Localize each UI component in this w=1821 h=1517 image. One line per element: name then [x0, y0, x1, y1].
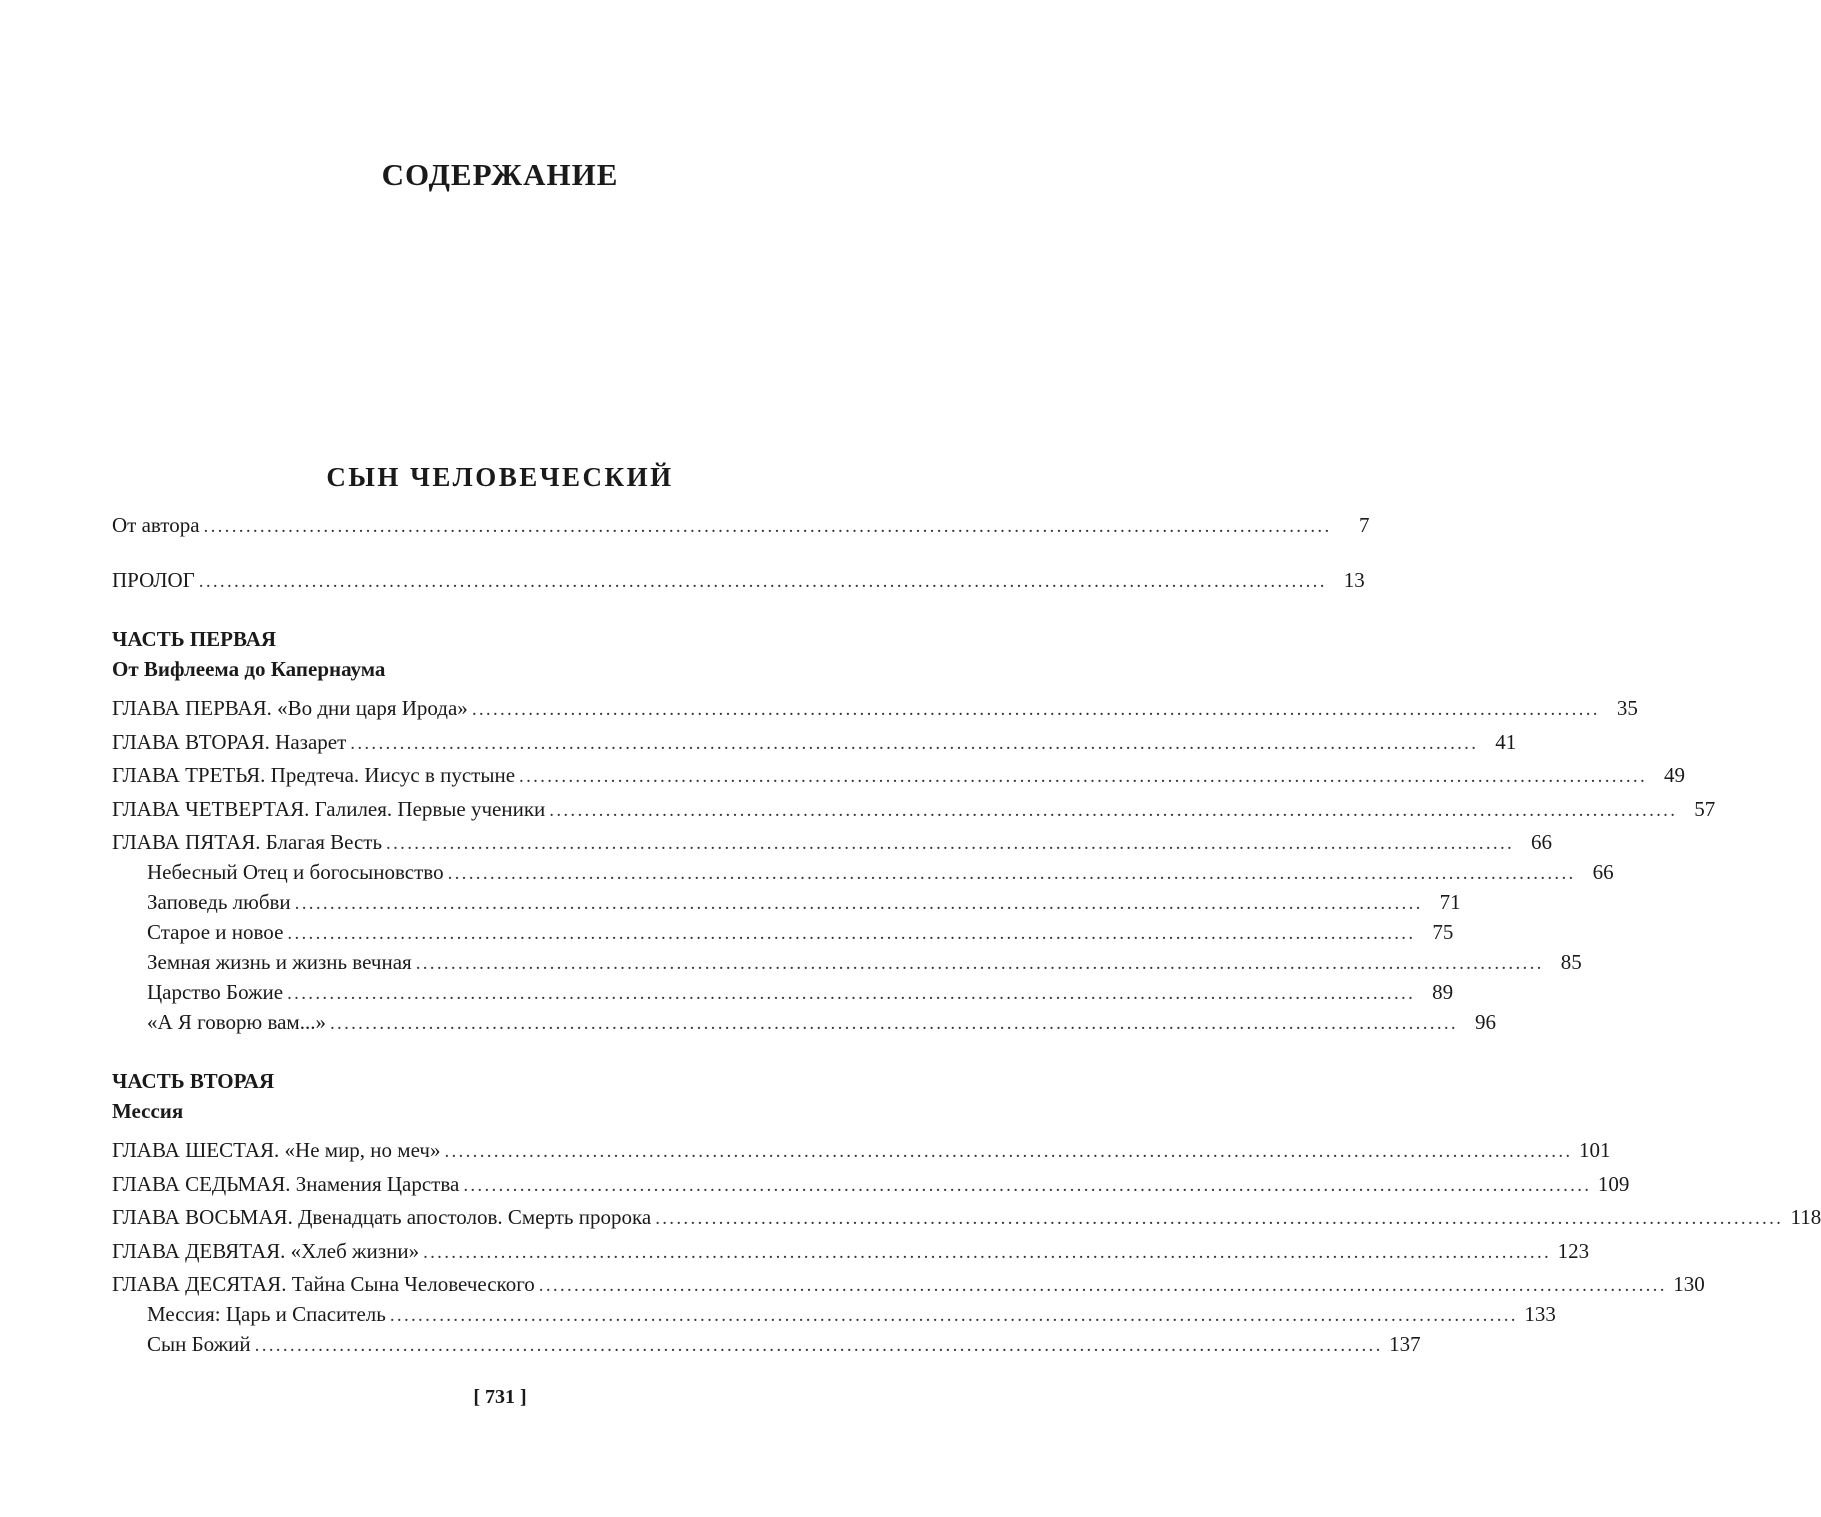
dot-leader: ................................................................................................................................................................ [287, 923, 1416, 944]
toc-entry-label: ГЛАВА ДЕСЯТАЯ. Тайна Сына Человеческого [112, 1272, 535, 1296]
dot-leader: ................................................................................................................................................................ [423, 1242, 1552, 1263]
toc-entry-page: 118 [1790, 1205, 1821, 1229]
toc-entry [112, 1202, 1821, 1234]
toc-entry-page: 57 [1694, 797, 1716, 821]
toc-entry [112, 1135, 1611, 1167]
toc-entry [112, 794, 1716, 826]
toc-entry-label: ПРОЛОГ [112, 568, 195, 592]
dot-leader: ................................................................................................................................................................ [389, 1305, 1518, 1326]
toc-entry-label: ГЛАВА ПЕРВАЯ. «Во дни царя Ирода» [112, 696, 468, 720]
dot-leader: ................................................................................................................................................................ [329, 1013, 1458, 1034]
toc-entry-page: 89 [1432, 980, 1454, 1004]
page-title: СОДЕРЖАНИЕ [381, 157, 619, 192]
toc-entry-label: ГЛАВА ДЕВЯТАЯ. «Хлеб жизни» [112, 1239, 420, 1263]
toc-entry [112, 1169, 1630, 1201]
dot-leader: ................................................................................................................................................................ [471, 699, 1600, 720]
toc-entry-label: Царство Божие [147, 980, 284, 1004]
toc-entry-label: ГЛАВА ЧЕТВЕРТАЯ. Галилея. Первые ученики [112, 797, 546, 821]
toc-entry-page: 137 [1389, 1332, 1421, 1356]
toc-entry-page: 123 [1557, 1239, 1590, 1263]
toc-subentry [147, 1007, 1496, 1039]
book-title: СЫН ЧЕЛОВЕЧЕСКИЙ [326, 462, 674, 492]
toc-entry-label: Небесный Отец и богосыновство [147, 860, 444, 884]
toc-entry-page: 7 [1359, 513, 1370, 537]
toc-entry-page: 66 [1592, 860, 1614, 884]
toc-entry-label: ГЛАВА ВОСЬМАЯ. Двенадцать апостолов. Смерть пророка [112, 1205, 652, 1229]
toc-entry-page: 96 [1474, 1010, 1496, 1034]
toc-entry-page: 71 [1439, 890, 1461, 914]
dot-leader: ................................................................................................................................................................ [655, 1208, 1784, 1229]
part-two-title: ЧАСТЬ ВТОРАЯ [112, 1069, 275, 1093]
part-one-subtitle: От Вифлеема до Капернаума [112, 657, 386, 681]
toc-entry-page: 75 [1432, 920, 1454, 944]
toc-entry-author-note [112, 510, 1370, 542]
dot-leader: ................................................................................................................................................................ [287, 983, 1416, 1004]
dot-leader: ................................................................................................................................................................ [203, 516, 1332, 537]
toc-entry-page: 13 [1343, 568, 1365, 592]
toc-subentry [147, 947, 1582, 979]
toc-entry-label: Сын Божий [147, 1332, 251, 1356]
toc-subentry [147, 917, 1454, 949]
toc-entry-page: 130 [1673, 1272, 1705, 1296]
toc-subentry [147, 1299, 1556, 1331]
toc-entry-page: 41 [1495, 730, 1517, 754]
toc-entry-label: ГЛАВА ТРЕТЬЯ. Предтеча. Иисус в пустыне [112, 763, 516, 787]
toc-entry-prologue [112, 565, 1365, 597]
toc-entry-label: «А Я говорю вам...» [147, 1010, 326, 1034]
toc-entry-page: 109 [1597, 1172, 1630, 1196]
part-one-title: ЧАСТЬ ПЕРВАЯ [112, 627, 277, 651]
dot-leader: ................................................................................................................................................................ [294, 893, 1423, 914]
toc-entry-label: Заповедь любви [147, 890, 291, 914]
toc-entry-label: ГЛАВА СЕДЬМАЯ. Знамения Царства [112, 1172, 460, 1196]
toc-entry-label: ГЛАВА ШЕСТАЯ. «Не мир, но меч» [112, 1138, 441, 1162]
toc-entry-label: Земная жизнь и жизнь вечная [147, 950, 412, 974]
dot-leader: ................................................................................................................................................................ [415, 953, 1544, 974]
dot-leader: ................................................................................................................................................................ [198, 571, 1327, 592]
toc-entry [112, 1236, 1590, 1268]
toc-subentry [147, 1329, 1421, 1361]
toc-entry-page: 49 [1664, 763, 1686, 787]
dot-leader: ................................................................................................................................................................ [350, 733, 1479, 754]
toc-entry [112, 760, 1686, 792]
toc-entry-label: ГЛАВА ПЯТАЯ. Благая Весть [112, 830, 383, 854]
dot-leader: ................................................................................................................................................................ [519, 766, 1648, 787]
toc-entry-page: 101 [1578, 1138, 1611, 1162]
toc-entry-label: Мессия: Царь и Спаситель [147, 1302, 386, 1326]
dot-leader: ................................................................................................................................................................ [444, 1141, 1573, 1162]
toc-entry [112, 727, 1517, 759]
toc-subentry [147, 887, 1461, 919]
toc-entry [112, 1269, 1705, 1301]
toc-entry-page: 133 [1524, 1302, 1556, 1326]
toc-entry [112, 827, 1553, 859]
dot-leader: ................................................................................................................................................................ [538, 1275, 1667, 1296]
toc-entry-label: ГЛАВА ВТОРАЯ. Назарет [112, 730, 347, 754]
dot-leader: ................................................................................................................................................................ [254, 1335, 1383, 1356]
part-two-subtitle: Мессия [112, 1099, 184, 1123]
toc-subentry [147, 977, 1454, 1009]
toc-entry [112, 693, 1638, 725]
toc-entry-page: 66 [1531, 830, 1553, 854]
toc-entry-page: 85 [1560, 950, 1582, 974]
dot-leader: ................................................................................................................................................................ [463, 1175, 1592, 1196]
page-number: [ 731 ] [473, 1386, 527, 1408]
dot-leader: ................................................................................................................................................................ [386, 833, 1515, 854]
toc-subentry [147, 857, 1614, 889]
dot-leader: ................................................................................................................................................................ [447, 863, 1576, 884]
toc-entry-page: 35 [1616, 696, 1638, 720]
dot-leader: ................................................................................................................................................................ [549, 800, 1678, 821]
toc-entry-label: От автора [112, 513, 200, 537]
toc-entry-label: Старое и новое [147, 920, 284, 944]
